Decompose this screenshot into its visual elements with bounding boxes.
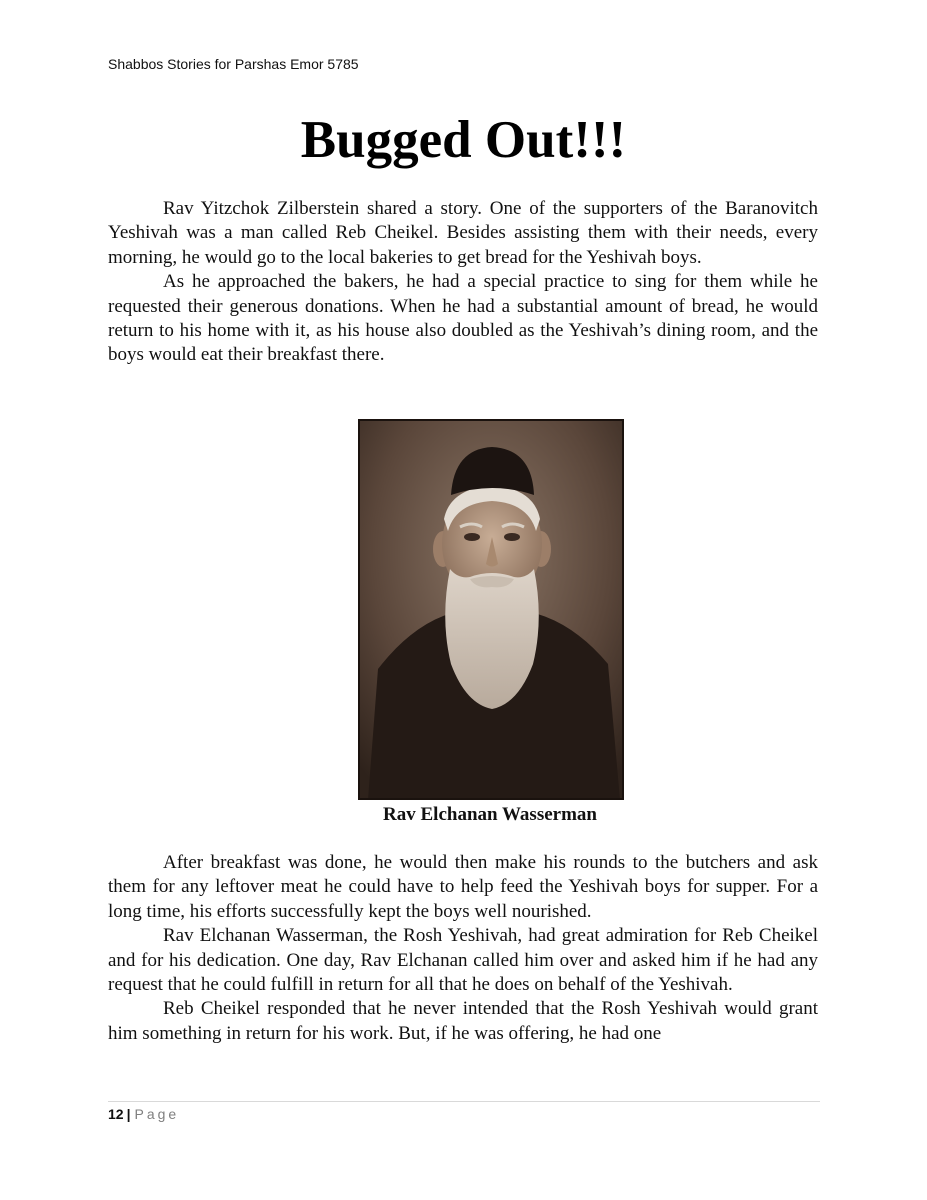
article-body-bottom: [108, 851, 818, 1046]
page-footer: [108, 1106, 179, 1122]
article-body-top: [108, 197, 818, 368]
running-header: Shabbos Stories for Parshas Emor 5785: [108, 56, 359, 72]
page-label: Page: [134, 1106, 180, 1122]
paragraph: Rav Elchanan Wasserman, the Rosh Yeshivah, had great admiration for Reb Cheikel and for his dedication. One day, Rav Elchanan called him over and asked him if he had any request that he could fulfill in return for all that he does on behalf of the Yeshivah.: [108, 925, 818, 996]
photo-caption: Rav Elchanan Wasserman: [383, 804, 597, 825]
footer-divider: [108, 1101, 820, 1102]
page-number: 12: [108, 1106, 124, 1122]
article-title: Bugged Out!!!: [300, 111, 627, 169]
portrait-photo: [358, 419, 624, 800]
paragraph: After breakfast was done, he would then make his rounds to the butchers and ask them for any leftover meat he could have to help feed the Yeshivah boys for supper. For a long time, his efforts successfully kept the boys well nourished.: [108, 852, 818, 922]
paragraph: Rav Yitzchok Zilberstein shared a story. One of the supporters of the Baranovitch Yeshivah was a man called Reb Cheikel. Besides assisting them with their needs, every morning, he would go to the local bakeries to get bread for the Yeshivah boys.: [108, 198, 818, 268]
paragraph: As he approached the bakers, he had a special practice to sing for them while he requested their generous donations. When he had a substantial amount of bread, he would return to his home with it, as his house also doubled as the Yeshivah’s dining room, and the boys would eat their breakfast there.: [108, 271, 818, 366]
footer-separator: |: [126, 1106, 131, 1122]
paragraph: Reb Cheikel responded that he never intended that the Rosh Yeshivah would grant him something in return for his work. But, if he was offering, he had one: [108, 998, 818, 1044]
